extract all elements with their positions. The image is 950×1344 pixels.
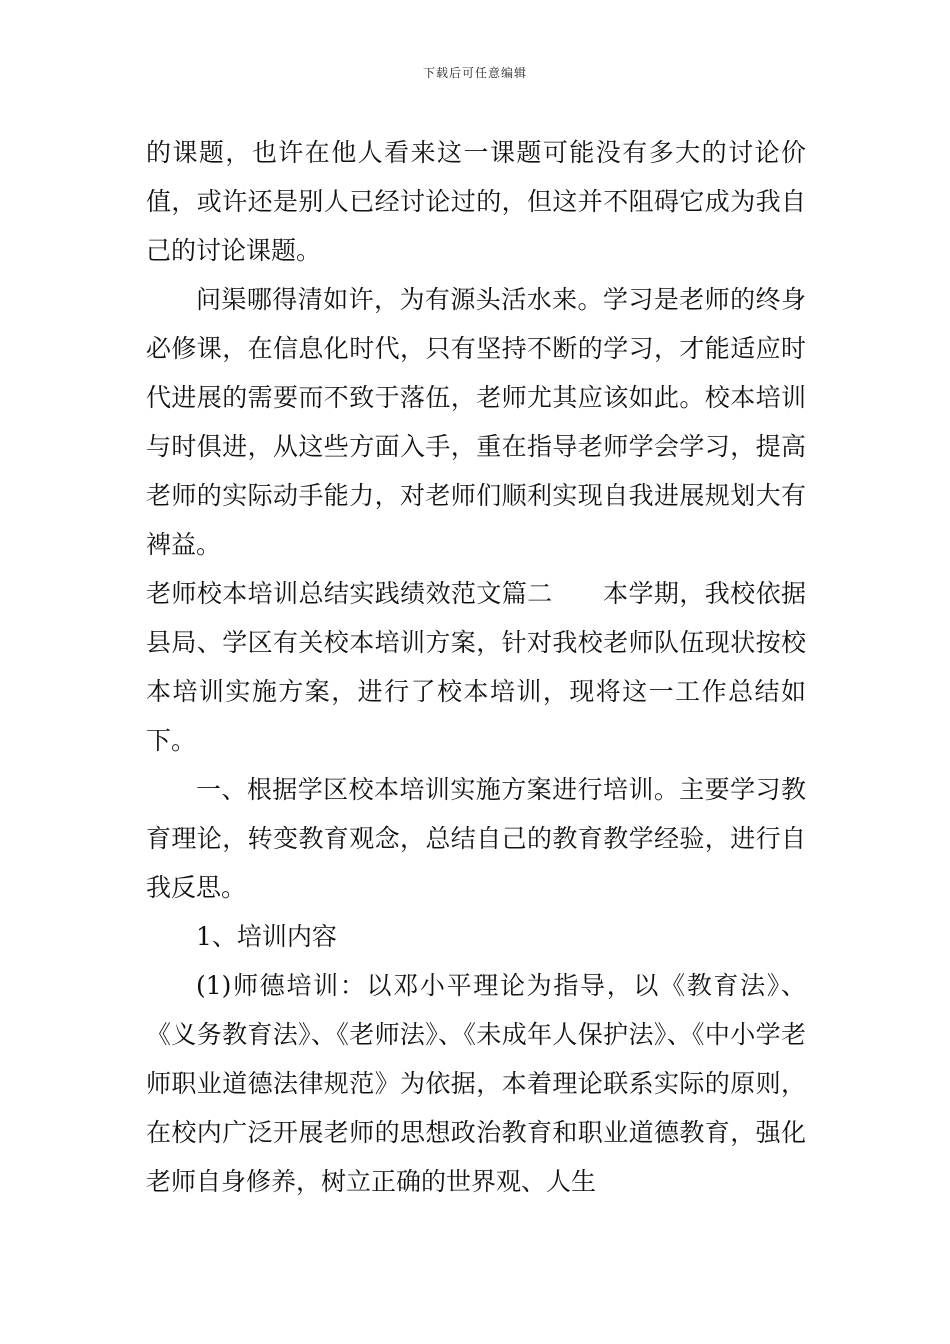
section-title: 老师校本培训总结实践绩效范文篇二 bbox=[146, 579, 553, 608]
paragraph-continuation: 的课题，也许在他人看来这一课题可能没有多大的讨论价值，或许还是别人已经讨论过的，但这并不阻碍它成为我自己的讨论课题。 bbox=[146, 138, 806, 265]
paragraph-learning: 问渠哪得清如许，为有源头活水来。学习是老师的终身必修课，在信息化时代，只有坚持不断的学习，才能适应时代进展的需要而不致于落伍，老师尤其应该如此。校本培训与时俱进，从这些方面入手，重在指导老师学会学习，提高老师的实际动手能力，对老师们顺利实现自我进展规划大有裨益。 bbox=[146, 285, 806, 559]
paragraph-training-content: 1、培训内容 bbox=[196, 922, 337, 951]
section-intro: 本学期，我校依据县局、学区有关校本培训方案，针对我校老师队伍现状按校本培训实施方案，进行了校本培训，现将这一工作总结如下。 bbox=[146, 579, 806, 755]
paragraph-section-two bbox=[146, 569, 806, 765]
paragraph-ethics-training: (1)师德培训：以邓小平理论为指导，以《教育法》、《义务教育法》、《老师法》、《未成年人保护法》、《中小学老师职业道德法律规范》为依据，本着理论联系实际的原则，在校内广泛开展老师的思想政治教育和职业道德教育，强化老师自身修养，树立正确的世界观、人生 bbox=[146, 971, 806, 1196]
page-header: 下载后可任意编辑 bbox=[422, 66, 527, 80]
document-body bbox=[146, 128, 806, 1206]
paragraph-item-one: 一、根据学区校本培训实施方案进行培训。主要学习教育理论，转变教育观念，总结自己的教育教学经验，进行自我反思。 bbox=[146, 775, 806, 902]
